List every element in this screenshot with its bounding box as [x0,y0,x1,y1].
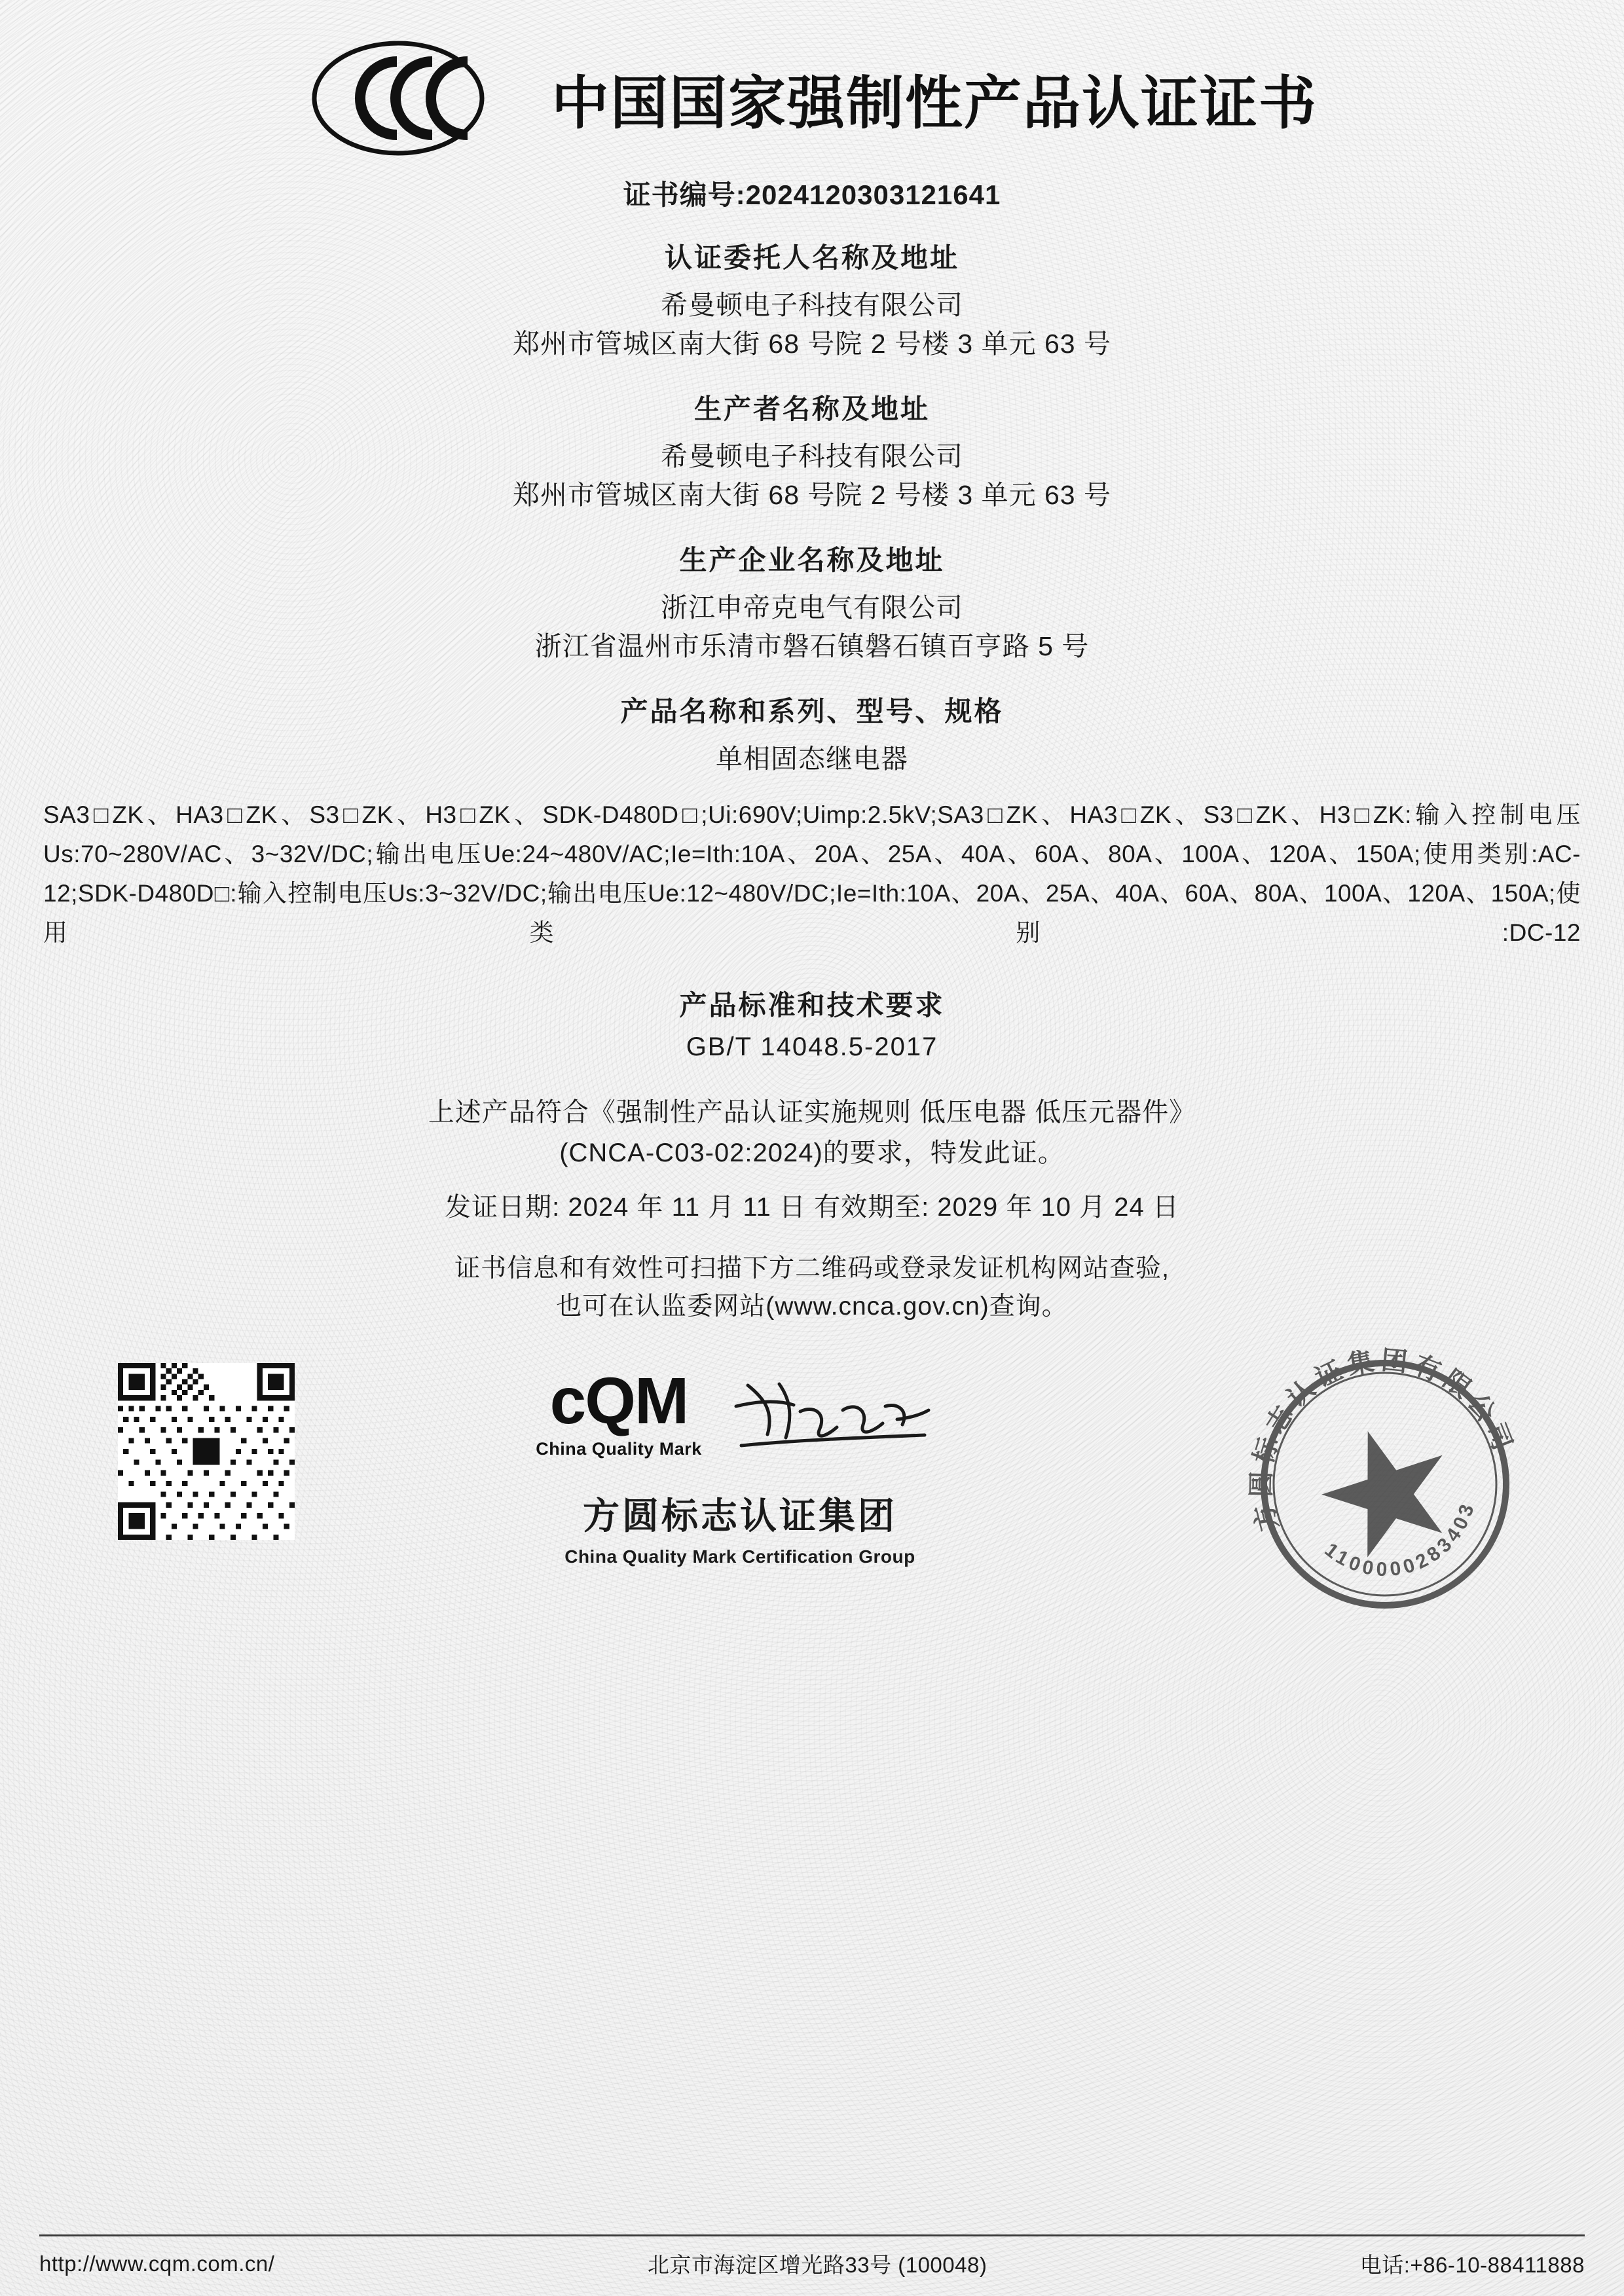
cqm-logo [536,1364,702,1459]
issue-and-expiry-dates: 发证日期: 2024 年 11 月 11 日 有效期至: 2029 年 10 月 24 日 [445,1192,1179,1222]
section-line: 浙江申帝克电气有限公司 [661,592,963,623]
section-title: 生产者名称及地址 [693,393,930,424]
standard-value: GB/T 14048.5-2017 [686,1032,938,1061]
section-line: 郑州市管城区南大街 68 号院 2 号楼 3 单元 63 号 [513,480,1111,511]
seal-top-text: 方圆标志认证集团有限公司 [1247,1345,1519,1534]
statement-line-2: (CNCA-C03-02:2024)的要求，特发此证。 [559,1138,1065,1167]
official-seal [1231,1330,1539,1638]
verification-line-2: 也可在认监委网站(www.cnca.gov.cn)查询。 [556,1292,1068,1321]
seal-bottom-text: 1100000283403 [1320,1498,1480,1580]
section-line: 希曼顿电子科技有限公司 [661,290,963,320]
group-name-cn: 方圆标志认证集团 [583,1495,897,1537]
product-specifications: SA3□ZK、HA3□ZK、S3□ZK、H3□ZK、SDK-D480D□;Ui:690V;Uimp:2.5kV;SA3□ZK、HA3□ZK、S3□ZK、H3□ZK:输入控制电压Us:70~280V/AC、3~32V/DC;输出电压Ue:24~480V/AC;Ie=Ith:10A、20A、25A、40A、60A、80A、100A、120A、150A;使用类别:AC-12;SDK-D480D□:输入控制电压Us:3~32V/DC;输出电压Ue:12~480V/DC;Ie=Ith:10A、20A、25A、40A、60A、80A、100A、120A、150A;使用类别:DC-12 [43,801,1581,946]
section-title: 生产企业名称及地址 [679,544,945,575]
verification-line-1: 证书信息和有效性可扫描下方二维码或登录发证机构网站查验, [454,1254,1170,1283]
certification-body-branding [491,1364,989,1567]
verification-note [39,1250,1585,1326]
section-title: 认证委托人名称及地址 [664,242,959,273]
section-line: 单相固态继电器 [716,743,908,774]
group-name-en: China Quality Mark Certification Group [564,1546,915,1567]
section-line: 浙江省温州市乐清市磐石镇磐石镇百亨路 5 号 [534,631,1090,662]
page-footer [39,2234,1585,2279]
certificate-header [39,0,1585,159]
section-producer [39,388,1585,515]
certificate-number: 证书编号:2024120303121641 [623,179,1001,210]
footer-address: 北京市海淀区增光路33号 (100048) [647,2253,987,2277]
standard-title: 产品标准和技术要求 [679,989,945,1021]
statement-line-1: 上述产品符合《强制性产品认证实施规则 低压电器 低压元器件》 [428,1097,1196,1127]
handwritten-signature [728,1372,944,1464]
footer-url[interactable]: http://www.cqm.com.cn/ [39,2251,275,2276]
section-line: 希曼顿电子科技有限公司 [661,441,963,471]
conformity-statement [39,1092,1585,1173]
cqm-subtitle: China Quality Mark [536,1438,702,1459]
footer-phone: 电话:+86-10-88411888 [1359,2253,1585,2277]
section-manufacturer [39,539,1585,666]
cqm-logo-row [491,1364,989,1464]
cqm-wordmark: cQM [549,1364,688,1438]
section-product [39,690,1585,778]
qr-code[interactable] [118,1363,295,1540]
page-title: 中国国家强制性产品认证证书 [551,70,1318,136]
certificate-footer-area [39,1345,1585,1723]
section-line: 郑州市管城区南大街 68 号院 2 号楼 3 单元 63 号 [513,329,1111,359]
section-applicant [39,236,1585,364]
section-title: 产品名称和系列、型号、规格 [620,695,1004,727]
ccc-mark-icon [306,38,529,159]
